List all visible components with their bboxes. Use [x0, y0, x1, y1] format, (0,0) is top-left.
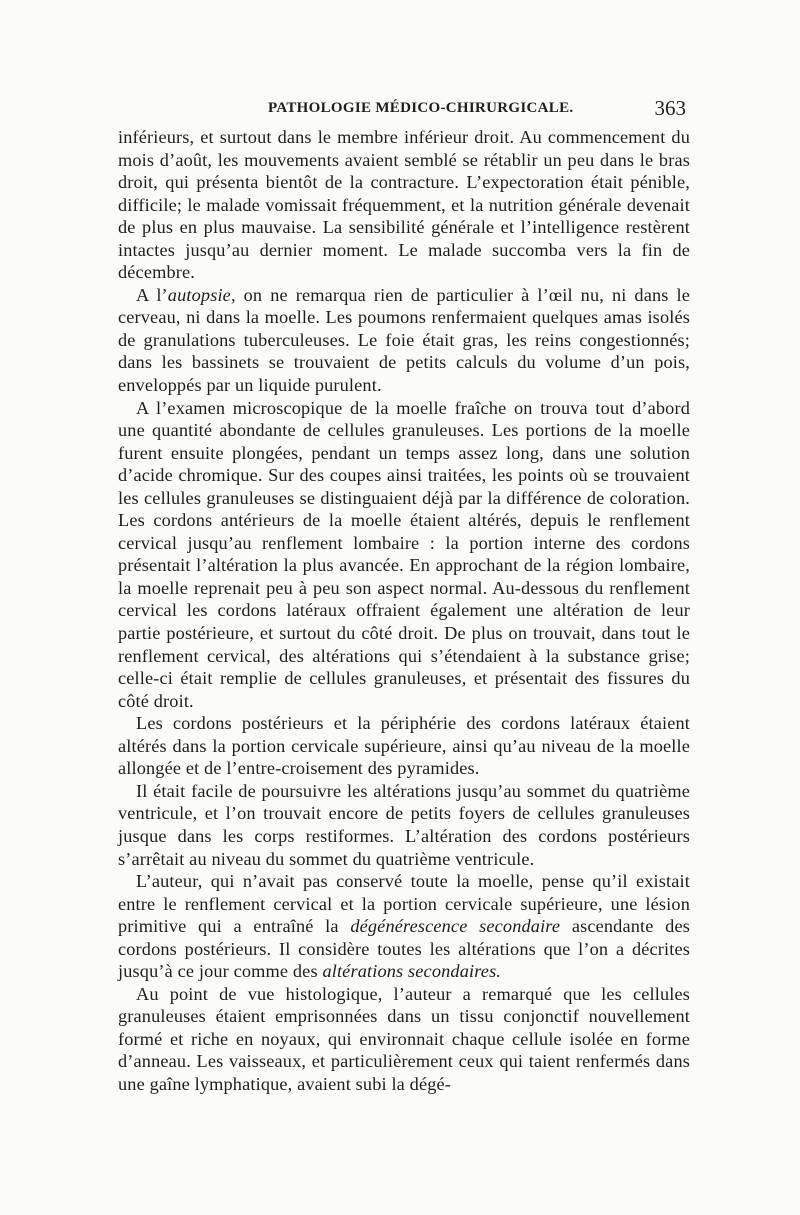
italic-term-alterations: altérations secondaires.: [322, 961, 502, 982]
paragraph-text: ascendante des cordons postérieurs. Il considère toutes les altérations que l’on a décrites jusqu’à ce jour comme des: [118, 916, 690, 982]
running-title: PATHOLOGIE MÉDICO-CHIRURGICALE.: [268, 100, 574, 116]
paragraph-text: inférieurs, et surtout dans le membre inférieur droit. Au commencement du mois d’août, les mouvements avaient semblé se rétablir un peu dans le bras droit, qui présenta bientôt de la contracture. L’expectoration était pénible, difficile; le malade vomissait fréquemment, et la nutrition générale devenait de plus en plus mauvaise. La sensibilité générale et l’intelligence restèrent intactes jusqu’au dernier moment. Le malade succomba vers la fin de décembre.: [118, 127, 690, 283]
paragraph-author-conclusion: [118, 870, 690, 983]
paragraph-microscopic-exam: [118, 397, 690, 713]
page-number: 363: [654, 96, 686, 120]
paragraph-histology: [118, 983, 690, 1096]
paragraph-text: Au point de vue histologique, l’auteur a remarqué que les cellules granuleuses étaient emprisonnées dans un tissu conjonctif nouvellement formé et riche en noyaux, qui environnait chaque cellule isolée en forme d’anneau. Les vaisseaux, et particulièrement ceux qui taient renfermés dans une gaîne lymphatique, avaient subi la dégé-: [118, 983, 690, 1094]
paragraph-autopsy: [118, 284, 690, 397]
paragraph-text: Il était facile de poursuivre les altérations jusqu’au sommet du quatrième ventricule, et l’on trouvait encore de petits foyers de cellules granuleuses jusque dans les corps restiformes. L’altération des cordons postérieurs s’arrêtait au niveau du sommet du quatrième ventricule.: [118, 780, 690, 869]
paragraph-text: on ne remarqua rien de particulier à l’œil nu, ni dans le cerveau, ni dans la moelle. Les poumons renfermaient quelques amas isolés de granulations tuberculeuses. Le foie était gras, les reins congestionnés; dans les bassinets se trouvaient de petits calculs du volume d’un pois, enveloppés par un liquide purulent.: [118, 284, 691, 396]
paragraph-text: Les cordons postérieurs et la périphérie des cordons latéraux étaient altérés dans la portion cervicale supérieure, ainsi qu’au niveau de la moelle allongée et de l’entre-croisement des pyramides.: [118, 713, 690, 779]
paragraph-clinical-course: [118, 126, 690, 284]
paragraph-text: A l’examen microscopique de la moelle fraîche on trouva tout d’abord une quantité abondante de cellules granuleuses. Les portions de la moelle furent ensuite plongées, pendant un temps assez long, dans une solution d’acide chromique. Sur des coupes ainsi traitées, les points où se trouvaient les cellules granuleuses se distinguaient déjà par la différence de coloration. Les cordons antérieurs de la moelle étaient altérés, depuis le renflement cervical jusqu’au renflement lombaire : la portion interne des cordons présentait l’altération la plus avancée. En approchant de la région lombaire, la moelle reprenait peu à peu son aspect normal. Au-dessous du renflement cervical les cordons latéraux offraient également une altération de leur partie postérieure, et surtout du côté droit. De plus on trouvait, dans tout le renflement cervical, des altérations qui s’étendaient à la substance grise; celle-ci était remplie de cellules granuleuses, et présentait des fissures du côté droit.: [118, 397, 690, 711]
paragraph-text: L’auteur, qui n’avait pas conservé toute la moelle, pense qu’il existait entre le renflement cervical et la portion cervicale supérieure, une lésion primitive qui a entraîné la: [118, 871, 690, 937]
italic-term-degenerescence: dégénérescence secondaire: [350, 916, 561, 937]
paragraph-text: A l’: [136, 284, 168, 305]
body-text: [118, 126, 690, 1096]
paragraph-fourth-ventricle: [118, 780, 690, 870]
running-head: [118, 96, 688, 122]
italic-term-autopsie: autopsie,: [167, 284, 236, 305]
paragraph-posterior-cords: [118, 712, 690, 780]
